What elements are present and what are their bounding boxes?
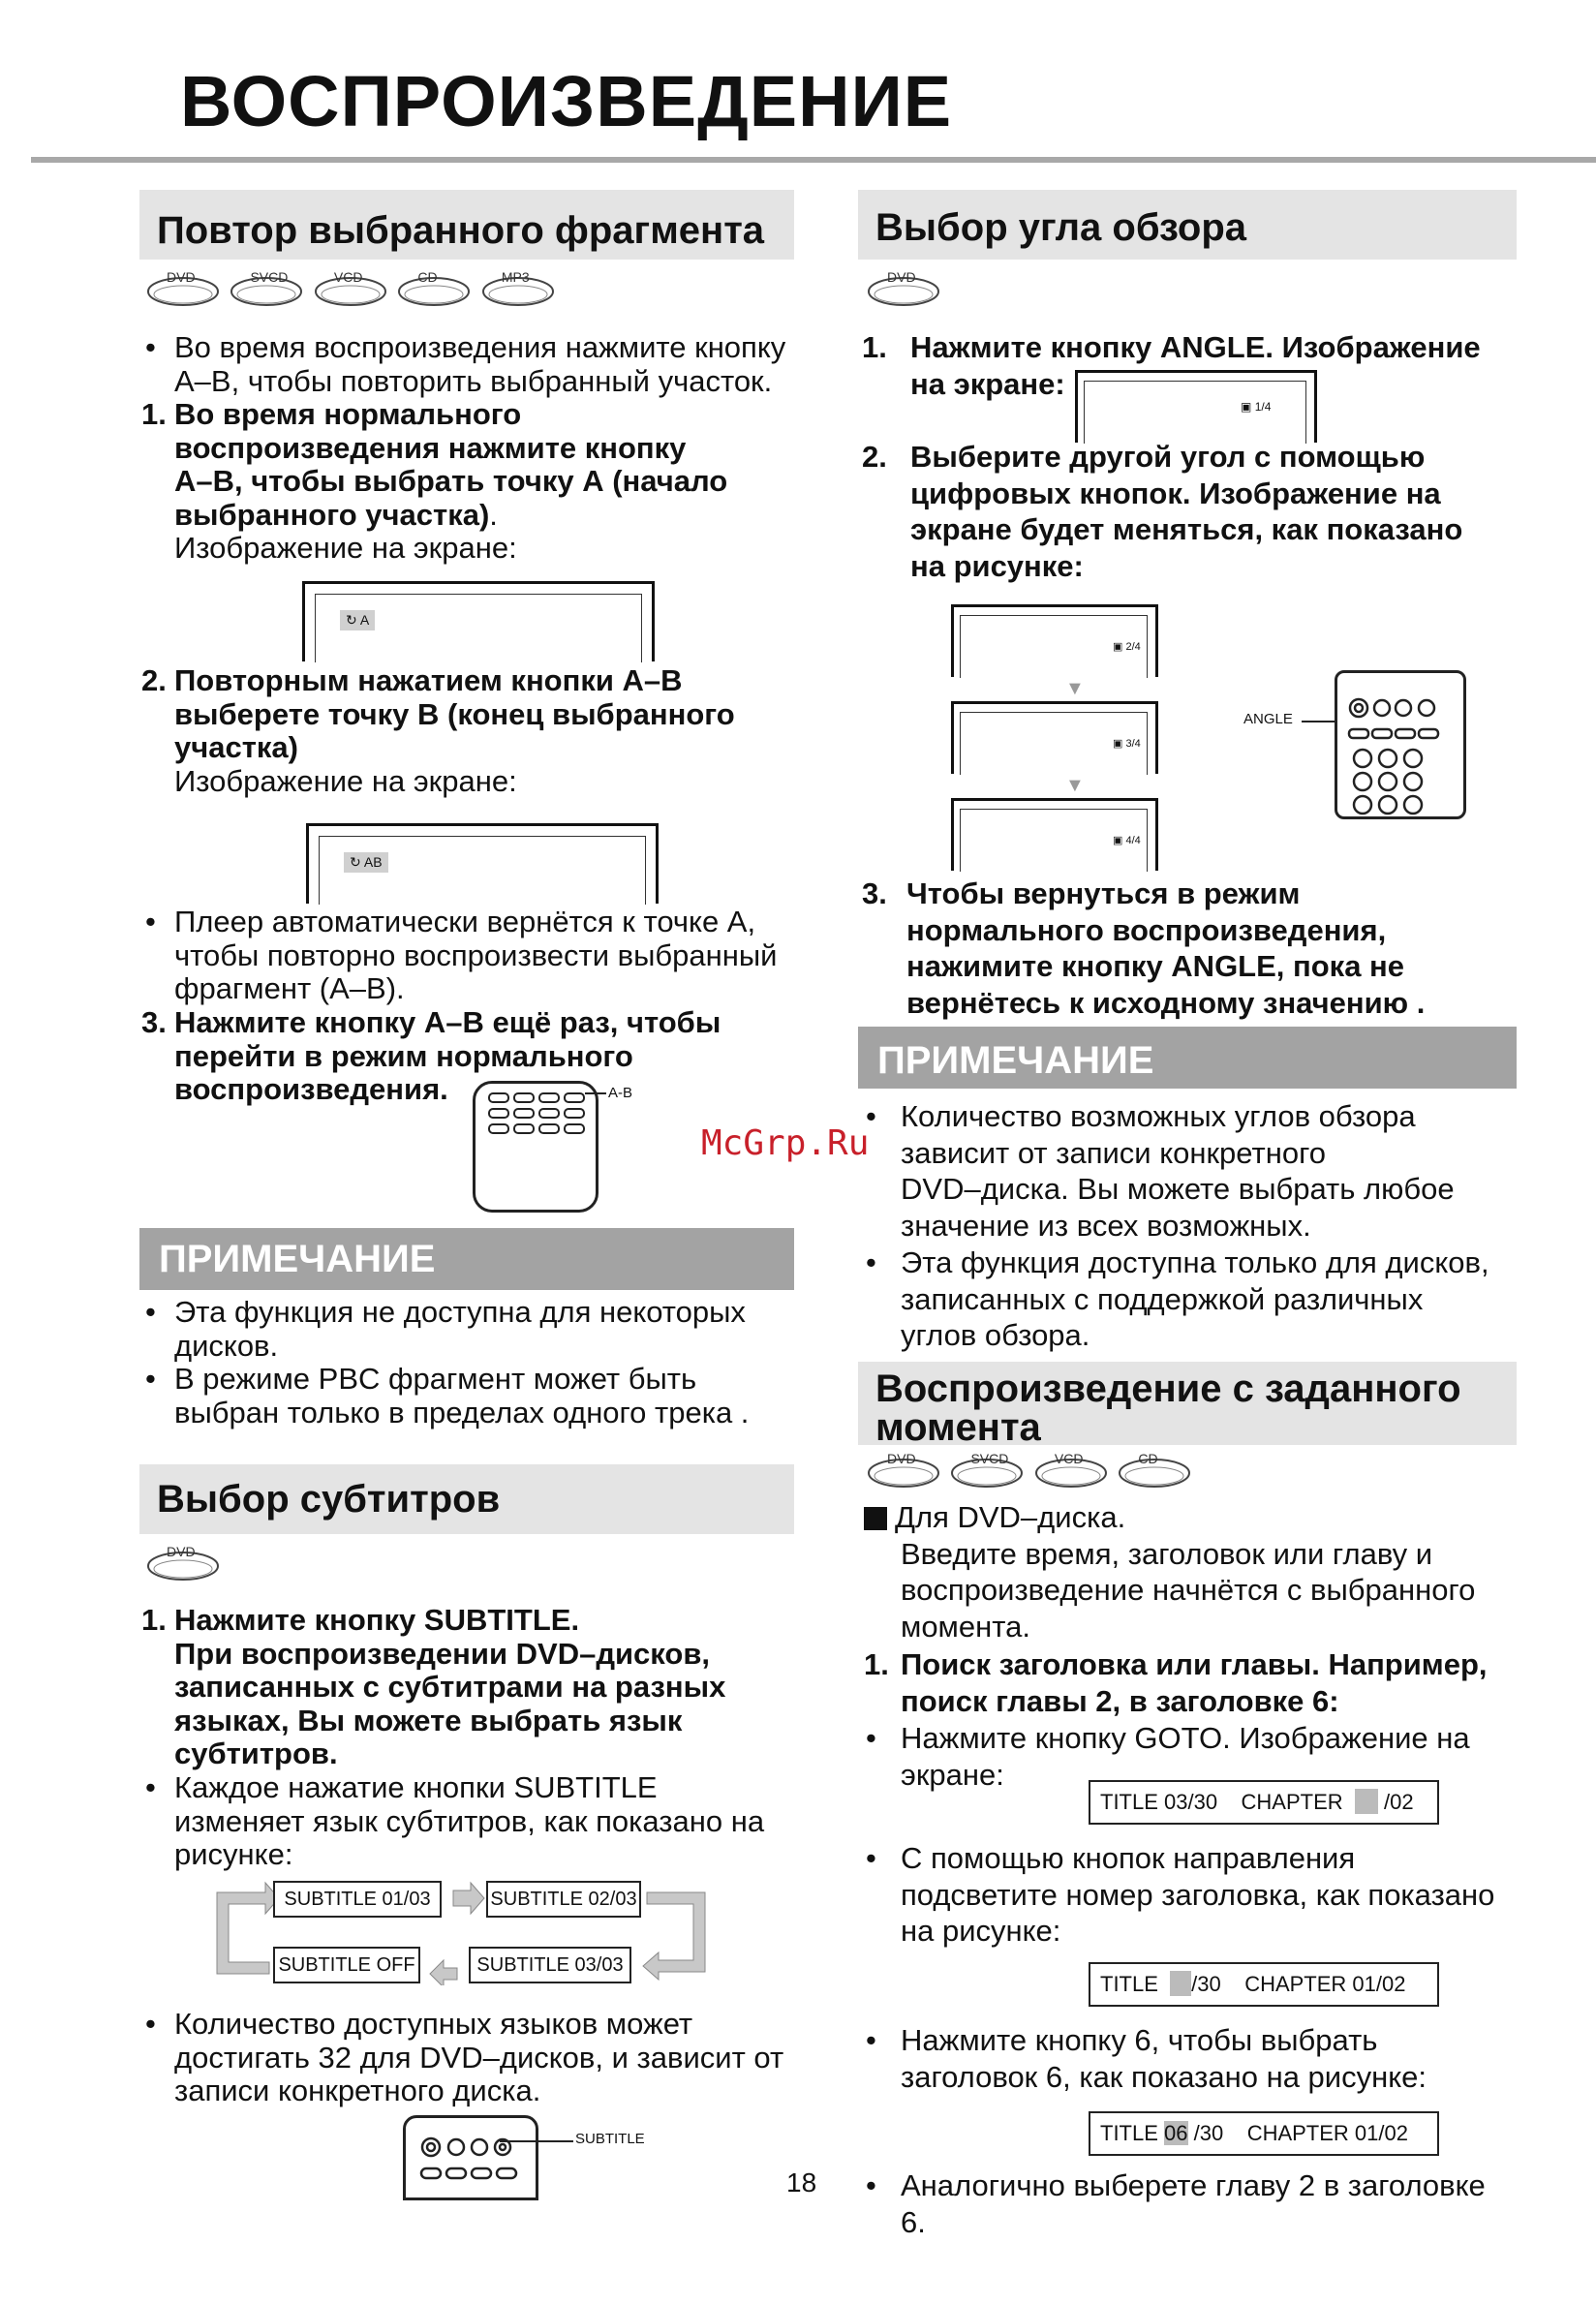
input-cursor <box>1355 1789 1378 1814</box>
tv-screen-angle-2 <box>951 604 1158 677</box>
disc-icons-repeat <box>147 271 562 317</box>
bullet-item: • С помощью кнопок направления подсветите номер заголовка, как показано на рисунке: <box>866 1841 1495 1948</box>
subtitle-label-box: SUBTITLE 03/03 <box>469 1947 631 1983</box>
bullet-item: • Нажмите кнопку 6, чтобы выбрать заголовок 6, как показано на рисунке: <box>866 2023 1427 2094</box>
tv-screen-angle-1 <box>1075 370 1317 443</box>
step-item: 3. Чтобы вернуться в режим нормального воспроизведения, нажимите кнопку ANGLE, пока не вернётесь к исходному значению . <box>862 876 1426 1020</box>
goto-osd-box: TITLE 06 /30 CHAPTER 01/02 <box>1089 2111 1439 2156</box>
step-item: 2. Повторным нажатием кнопки A–B выберете точку В (конец выбранного участка) Изображение на экране: <box>141 663 735 798</box>
remote-label: SUBTITLE <box>575 2131 645 2147</box>
bullet-item: • Каждое нажатие кнопки SUBTITLE изменяет язык субтитров, как показано на рисунке: <box>145 1770 765 1871</box>
bullet-item: • В режиме PBC фрагмент может быть выбран только в пределах одного трека . <box>145 1362 750 1429</box>
repeat-icon: ↻ <box>350 854 361 870</box>
goto-osd-box: TITLE /30 CHAPTER 01/02 <box>1089 1962 1439 2007</box>
section-heading-repeat: Повтор выбранного фрагмента <box>139 190 794 260</box>
disc-icons-subtitle <box>147 1546 227 1591</box>
title-rule <box>31 157 1596 163</box>
step-item: 1. Поиск заголовка или главы. Например, поиск главы 2, в заголовке 6: <box>864 1647 1488 1718</box>
remote-control-angle <box>1335 670 1466 819</box>
disc-icon: DVD <box>147 271 219 312</box>
disc-icon: MP3 <box>482 271 554 312</box>
input-cursor <box>1170 1971 1191 1996</box>
section-heading-goto <box>858 1362 1517 1449</box>
goto-osd-box: TITLE 03/30 CHAPTER /02 <box>1089 1780 1439 1825</box>
repeat-osd: ↻ AB <box>344 852 388 873</box>
step-item: 1. Нажмите кнопку ANGLE. Изображение на экране: <box>862 330 1481 401</box>
angle-osd: ▣ 2/4 <box>1113 641 1141 653</box>
callout-line <box>585 1092 606 1094</box>
bullet-item: • Плеер автоматически вернётся к точке А, чтобы повторно воспроизвести выбранный фрагмент (A–B). <box>145 905 778 1005</box>
tv-screen-angle-4 <box>951 798 1158 871</box>
tv-screen-angle-3 <box>951 701 1158 774</box>
step-item: 1. Во время нормального воспроизведения нажмите кнопку A–B, чтобы выбрать точку А (начало выбранного участка). Изображение на экране: <box>141 397 728 565</box>
disc-icon: CD <box>1119 1453 1190 1493</box>
angle-osd: ▣ 3/4 <box>1113 738 1141 750</box>
down-arrow-icon: ▼ <box>1065 678 1085 699</box>
camera-icon: ▣ <box>1241 400 1252 414</box>
disc-icon: CD <box>398 271 470 312</box>
disc-icons-goto <box>868 1453 1198 1498</box>
tv-screen-a <box>302 581 655 661</box>
camera-icon: ▣ <box>1113 641 1123 653</box>
down-arrow-icon: ▼ <box>1065 775 1085 796</box>
bullet-item: • Аналогично выберете главу 2 в заголовке 6. <box>866 2168 1486 2239</box>
subtitle-label-box: SUBTITLE 02/03 <box>486 1881 641 1918</box>
disc-icon: DVD <box>147 1546 219 1586</box>
disc-icon: VCD <box>315 271 386 312</box>
disc-icon: VCD <box>1035 1453 1107 1493</box>
section-heading-line: момента <box>875 1406 1041 1449</box>
section-heading-line: Воспроизведение с заданного <box>875 1368 1461 1410</box>
section-heading-angle: Выбор угла обзора <box>858 190 1517 260</box>
page-title: ВОСПРОИЗВЕДЕНИЕ <box>180 61 953 141</box>
bullet-item: • Количество доступных языков может достигать 32 для DVD–дисков, и зависит от записи конкретного диска. <box>145 2007 784 2107</box>
angle-osd: ▣ 4/4 <box>1113 835 1141 846</box>
camera-icon: ▣ <box>1113 738 1123 750</box>
camera-icon: ▣ <box>1113 835 1123 846</box>
disc-icon: DVD <box>868 271 939 312</box>
subtitle-label-box: SUBTITLE 01/03 <box>273 1881 442 1918</box>
dvd-intro: Для DVD–диска. Введите время, заголовок или главу и воспроизведение начнётся с выбранного момента. <box>864 1499 1542 1644</box>
bullet-item: • Во время воспроизведения нажмите кнопку A–B, чтобы повторить выбранный участок. <box>145 330 786 398</box>
note-heading: ПРИМЕЧАНИЕ <box>858 1027 1517 1089</box>
remote-label: A-B <box>608 1085 633 1101</box>
subtitle-label-box: SUBTITLE OFF <box>273 1947 420 1983</box>
remote-control-subtitle <box>403 2115 538 2200</box>
bullet-item: • Количество возможных углов обзора зависит от записи конкретного DVD–диска. Вы можете выбрать любое значение из всех возможных. <box>866 1099 1455 1243</box>
step-item: 3. Нажмите кнопку A–B ещё раз, чтобы перейти в режим нормального воспроизведения. <box>141 1005 721 1106</box>
repeat-osd: ↻ A <box>340 610 375 630</box>
remote-label: ANGLE <box>1243 711 1293 727</box>
square-bullet-icon <box>864 1507 887 1530</box>
section-heading-subtitle: Выбор субтитров <box>139 1464 794 1534</box>
disc-icons-angle <box>868 271 947 317</box>
callout-line <box>500 2140 573 2142</box>
disc-icon: SVCD <box>230 271 302 312</box>
note-heading: ПРИМЕЧАНИЕ <box>139 1228 794 1290</box>
step-item: 2. Выберите другой угол с помощью цифровых кнопок. Изображение на экране будет меняться, как показано на рисунке: <box>862 440 1463 583</box>
bullet-item: • Нажмите кнопку GOTO. Изображение на экране: <box>866 1721 1470 1792</box>
page-number: 18 <box>786 2167 817 2197</box>
angle-osd: ▣ 1/4 <box>1241 400 1272 414</box>
tv-screen-ab <box>306 823 659 904</box>
remote-control-ab <box>473 1081 598 1213</box>
repeat-icon: ↻ <box>346 612 357 628</box>
bullet-item: • Эта функция не доступна для некоторых дисков. <box>145 1295 746 1363</box>
step-item: 1. Нажмите кнопку SUBTITLE. При воспроизведении DVD–дисков, записанных с субтитрами на разных языках, Вы можете выбрать язык субтитров. <box>141 1603 726 1770</box>
watermark: McGrp.Ru <box>701 1123 870 1163</box>
disc-icon: DVD <box>868 1453 939 1493</box>
disc-icon: SVCD <box>951 1453 1023 1493</box>
bullet-item: • Эта функция доступна только для дисков, записанных с поддержкой различных углов обзора. <box>866 1245 1489 1352</box>
